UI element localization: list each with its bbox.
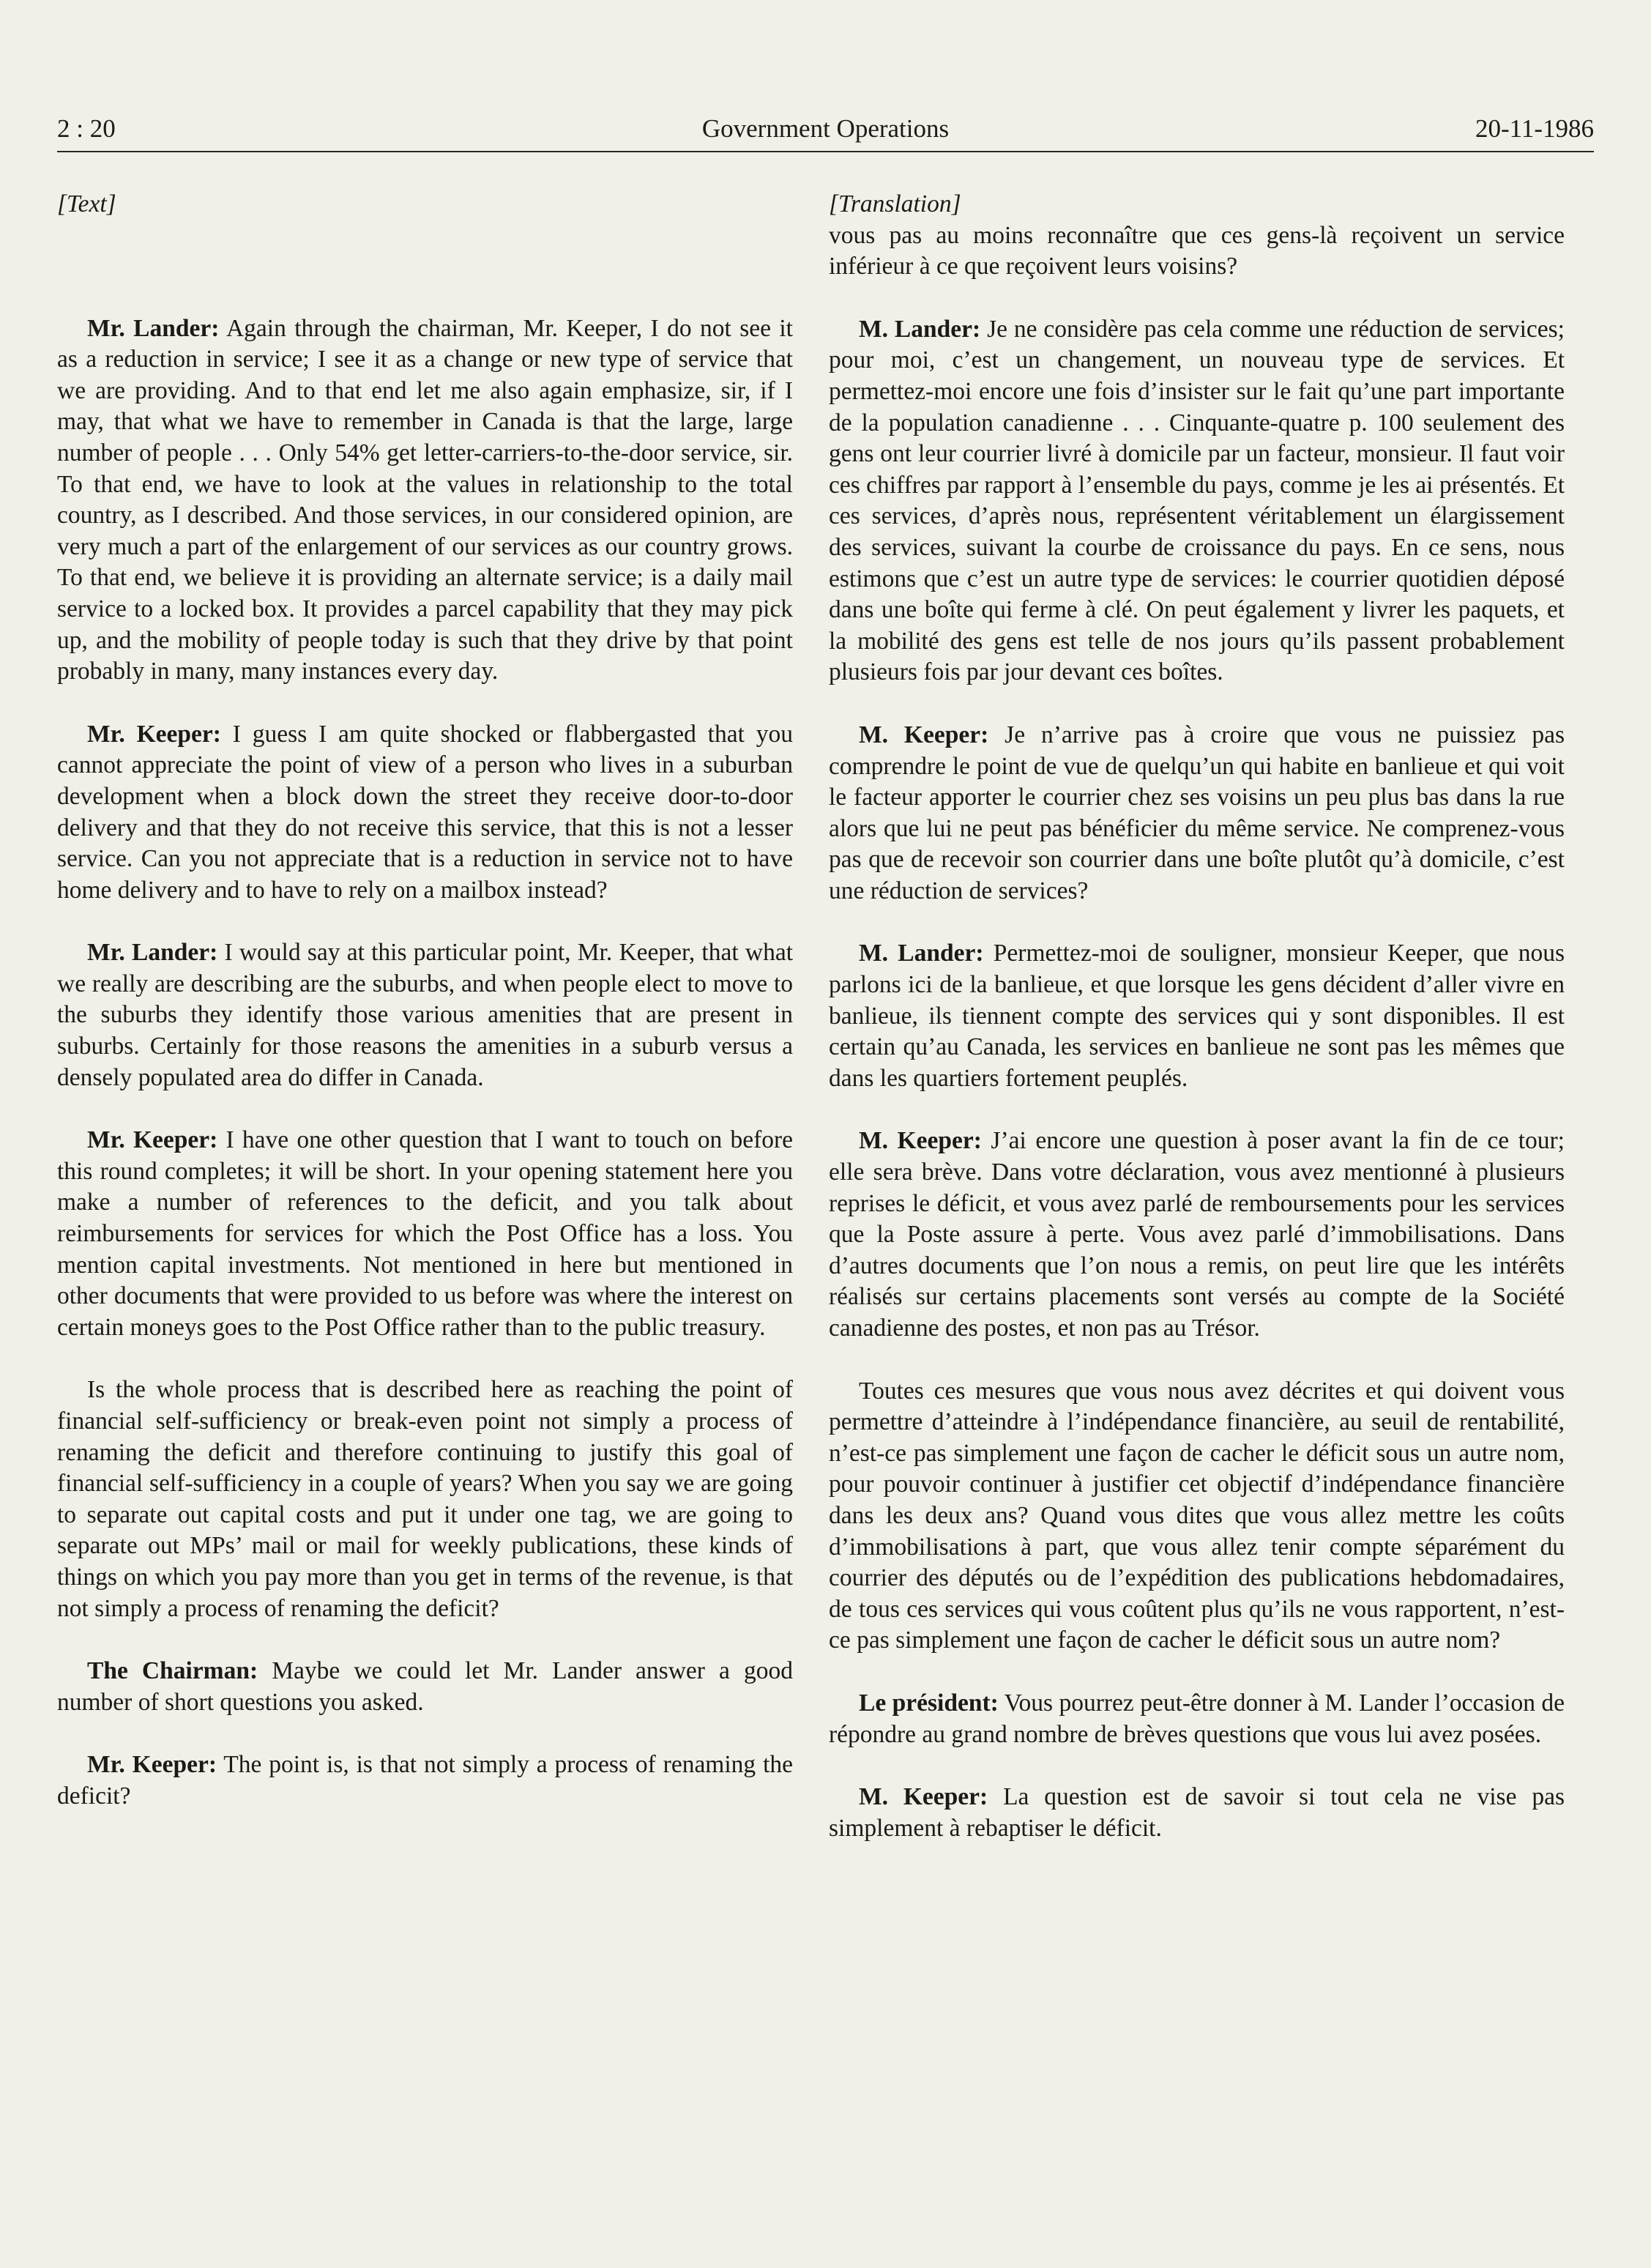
english-column [57,189,793,1844]
french-column [829,189,1565,1875]
speech-text: Je n’arrive pas à croire que vous ne puissiez pas comprendre le point de vue de quelqu’un qui habite en banlieue et qui voit le facteur apporter le courrier chez ses voisins un peu plus bas dans la rue alors que lui ne peut pas bénéficier du même service. Ne comprenez-vous pas que de recevoir son courrier dans une boîte plutôt qu’à domicile, c’est une réduction de services? [829,721,1565,904]
transcript-paragraph [57,1375,793,1624]
transcript-paragraph [57,1125,793,1343]
transcript-paragraph [829,1376,1565,1657]
transcript-paragraph [57,313,793,688]
transcript-paragraph [57,719,793,907]
transcript-paragraph [829,720,1565,907]
speech-text: I guess I am quite shocked or flabbergasted that you cannot appreciate the point of view of a person who lives in a suburban development when a block down the street they receive door-to-door delivery and that they do not receive this service, that this is not a lesser service. Can you not appreciate that is a reduction in service not to have home delivery and to have to rely on a mailbox instead? [57,720,793,904]
page-number: 2 : 20 [57,114,116,143]
transcript-paragraph [829,938,1565,1094]
transcript-paragraph [829,1126,1565,1344]
speech-text: Je ne considère pas cela comme une réduction de services; pour moi, c’est un changement, un nouveau type de services. Et permettez-moi encore une fois d’insister sur le fait qu’une part importante de la population canadienne . . . Cinquante-quatre p. 100 seulement des gens ont leur courrier livré à domicile par un facteur, monsieur. Il faut voir ces chiffres par rapport à l’ensemble du pays, comme je les ai présentés. Et ces services, d’après nous, représentent véritablement un élargissement des services, suivant la courbe de croissance du pays. En ce sens, nous estimons que c’est un autre type de services: le courrier quotidien déposé dans une boîte qui ferme à clé. On peut également y livrer les paquets, et la mobilité des gens est telle de nos jours qu’ils passent probablement plusieurs fois par jour devant ces boîtes. [829,315,1565,686]
column-label: [Translation] [829,190,961,217]
speech-text: I would say at this particular point, Mr. Keeper, that what we really are describing are the suburbs, and when people elect to move to the suburbs they identify those various amenities that are present in suburbs. Certainly for those reasons the amenities in a suburb versus a densely populated area do differ in Canada. [57,939,793,1091]
speaker-name: M. Keeper: [859,1783,988,1811]
english-paragraphs [57,313,793,1812]
speech-text: Permettez-moi de souligner, monsieur Keeper, que nous parlons ici de la banlieue, et que lorsque les gens décident d’aller vivre en banlieue, ils tiennent compte des services qui y sont disponibles. Il est certain qu’au Canada, les services en banlieue ne sont pas les mêmes que dans les quartiers fortement peuplés. [829,940,1565,1092]
column-label: [Text] [57,190,116,217]
speech-text: Again through the chairman, Mr. Keeper, I do not see it as a reduction in service; I see it as a change or new type of service that we are providing. And to that end let me also again emphasize, sir, if I may, that what we have to remember in Canada is that the large, large number of people . . . Only 54% get letter-carriers-to-the-door service, sir. To that end, we have to look at the values in relationship to the total country, as I described. And those services, in our considered opinion, are very much a part of the enlargement of our services as our country grows. To that end, we believe it is providing an alternate service; is a daily mail service to a locked box. It provides a parcel capability that they may pick up, and the mobility of people today is such that they drive by that point probably in many, many instances every day. [57,314,793,685]
speaker-name: Mr. Keeper: [87,1751,217,1779]
transcript-paragraph [57,1656,793,1718]
speaker-name: Le président: [859,1689,999,1717]
speaker-name: The Chairman: [87,1657,258,1685]
speaker-name: M. Keeper: [859,721,989,748]
continued-paragraph: vous pas au moins reconnaître que ces gens-là reçoivent un service inférieur à ce que reçoivent leurs voisins? [829,221,1565,280]
speech-text: The point is, is that not simply a process of renaming the deficit? [57,1751,793,1810]
transcript-paragraph [829,1782,1565,1844]
speech-text: Maybe we could let Mr. Lander answer a good number of short questions you asked. [57,1657,793,1716]
transcript-paragraph [57,937,793,1093]
speech-text: Is the whole process that is described here as reaching the point of financial self-sufficiency or break-even point not simply a process of renaming the deficit and therefore continuing to justify this goal of financial self-sufficiency in a couple of years? When you say we are going to separate out capital costs and put it under one tag, we are going to separate out MPs’ mail or mail for weekly publications, these kinds of things on which you pay more than you get in terms of the revenue, is that not simply a process of renaming the deficit? [57,1376,793,1622]
transcript-paragraph [57,1750,793,1812]
transcript-paragraph [829,1688,1565,1750]
publication-title: Government Operations [701,114,950,143]
speaker-name: Mr. Keeper: [87,1126,218,1154]
speech-text: I have one other question that I want to touch on before this round completes; it will be short. In your opening statement here you make a number of references to the deficit, and you talk about reimbursements for services for which the Post Office has a loss. You mention capital investments. Not mentioned in here but mentioned in other documents that were provided to us before was where the interest on certain moneys goes to the Post Office rather than to the public treasury. [57,1126,794,1341]
page-date: 20-11-1986 [1475,114,1594,143]
speech-text: La question est de savoir si tout cela ne vise pas simplement à rebaptiser le déficit. [829,1783,1565,1842]
speaker-name: M. Lander: [859,940,984,967]
transcript-paragraph [829,314,1565,688]
speech-text: Toutes ces mesures que vous nous avez décrites et qui doivent vous permettre d’atteindre à l’indépendance financière, au seuil de rentabilité, n’est-ce pas simplement une façon de cacher le déficit sous un autre nom, pour pouvoir continuer à justifier cet objectif d’indépendance financière dans les deux ans? Quand vous dites que vous allez mettre les coûts d’immobilisations à part, que vous allez tenir compte séparément du courrier des députés ou de l’expédition des publications hebdomadaires, de tous ces services qui vous coûtent plus qu’ils ne vous rapportent, n’est-ce pas simplement une façon de cacher le déficit sous un autre nom? [829,1377,1565,1654]
speaker-name: Mr. Keeper: [87,720,221,748]
page-header [57,111,1594,152]
speaker-name: M. Keeper: [859,1127,982,1155]
speaker-name: M. Lander: [859,315,981,343]
speaker-name: Mr. Lander: [87,314,220,342]
speech-text: J’ai encore une question à poser avant la fin de ce tour; elle sera brève. Dans votre déclaration, vous avez mentionné à plusieurs reprises le déficit, et vous avez parlé de remboursements pour les services que la Poste assure à perte. Vous avez parlé d’immobilisations. Dans d’autres documents que l’on nous a remis, on peut lire que les intérêts réalisés sur certains placements sont versés au compte de la Société canadienne des postes, et non pas au Trésor. [829,1127,1565,1342]
french-paragraphs [829,314,1565,1845]
speech-text: Vous pourrez peut-être donner à M. Lander l’occasion de répondre au grand nombre de brèves questions que vous lui avez posées. [829,1689,1565,1748]
speaker-name: Mr. Lander: [87,939,218,967]
